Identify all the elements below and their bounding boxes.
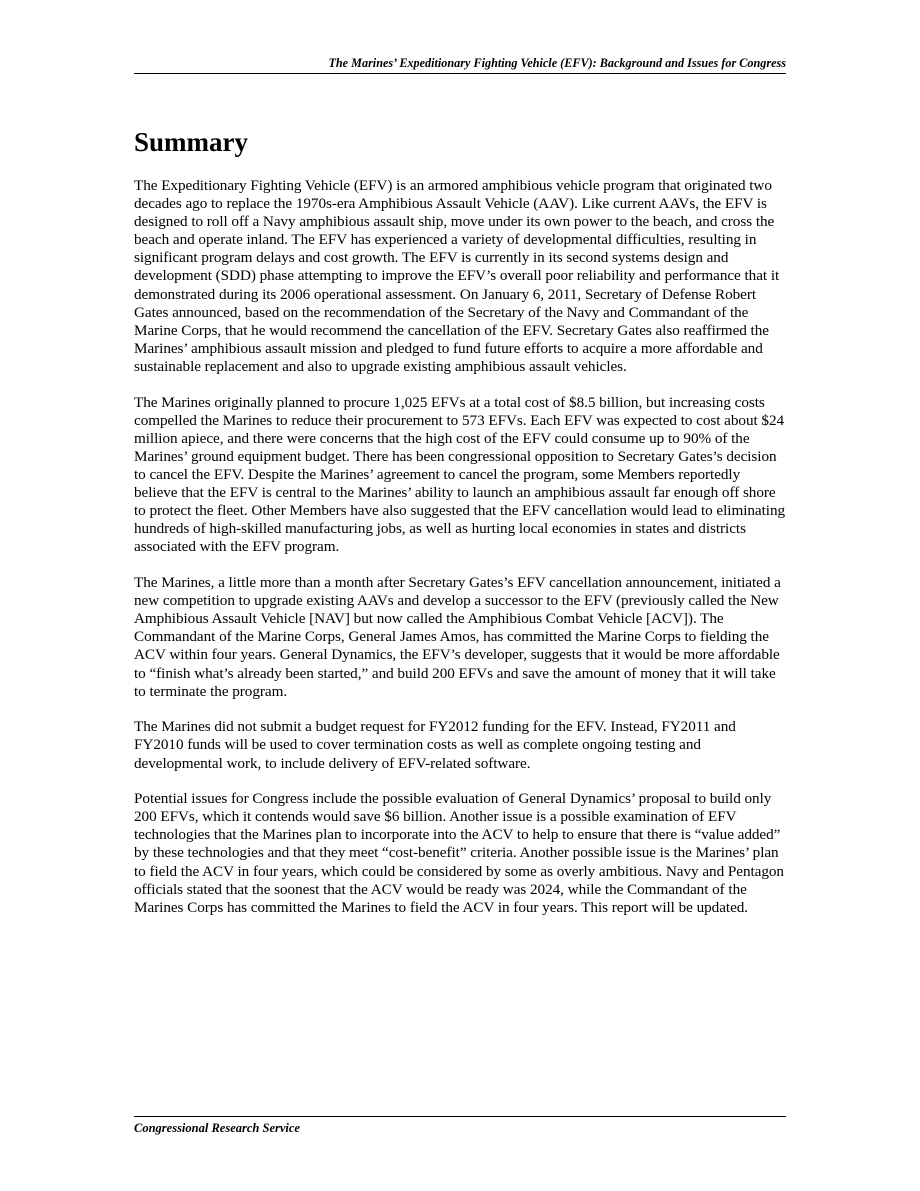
running-header xyxy=(134,54,786,74)
page-footer xyxy=(134,1116,786,1137)
section-title: Summary xyxy=(134,127,248,157)
summary-paragraph: The Marines did not submit a budget request for FY2012 funding for the EFV. Instead, FY2011 and FY2010 funds will be used to cover termination costs as well as complete ongoing testing and developmental work, to include delivery of EFV-related software. xyxy=(134,718,736,772)
summary-paragraph: The Expeditionary Fighting Vehicle (EFV) is an armored amphibious vehicle program that originated two decades ago to replace the 1970s-era Amphibious Assault Vehicle (AAV). Like current AAVs, the EFV is designed to roll off a Navy amphibious assault ship, move under its own power to the beach, and cross the beach and operate inland. The EFV has experienced a variety of developmental difficulties, resulting in significant program delays and cost growth. The EFV is currently in its second systems design and development (SDD) phase attempting to improve the EFV’s overall poor reliability and performance that it demonstrated during its 2006 operational assessment. On January 6, 2011, Secretary of Defense Robert Gates announced, based on the recommendation of the Secretary of the Navy and Commandant of the Marine Corps, that he would recommend the cancellation of the EFV. Secretary Gates also reaffirmed the Marines’ amphibious assault mission and pledged to fund future efforts to acquire a more affordable and sustainable replacement and also to upgrade existing amphibious assault vehicles. xyxy=(134,177,780,375)
summary-paragraph: The Marines, a little more than a month after Secretary Gates’s EFV cancellation announcement, initiated a new competition to upgrade existing AAVs and develop a successor to the EFV (previously called the New Amphibious Assault Vehicle [NAV] but now called the Amphibious Combat Vehicle [ACV]). The Commandant of the Marine Corps, General James Amos, has committed the Marine Corps to fielding the ACV within four years. General Dynamics, the EFV’s developer, suggests that it would be more affordable to “finish what’s already been started,” and build 200 EFVs and save the amount of money that it will take to terminate the program. xyxy=(134,574,781,700)
footer-organization: Congressional Research Service xyxy=(134,1121,300,1135)
summary-paragraph: The Marines originally planned to procure 1,025 EFVs at a total cost of $8.5 billion, but increasing costs compelled the Marines to reduce their procurement to 573 EFVs. Each EFV was expected to cost about $24 million apiece, and there were concerns that the high cost of the EFV could consume up to 90% of the Marines’ ground equipment budget. There has been congressional opposition to Secretary Gates’s decision to cancel the EFV. Despite the Marines’ agreement to cancel the program, some Members reportedly believe that the EFV is central to the Marines’ ability to launch an amphibious assault far enough off shore to protect the fleet. Other Members have also suggested that the EFV cancellation would lead to eliminating hundreds of high-skilled manufacturing jobs, as well as hurting local economies in states and districts associated with the EFV program. xyxy=(134,393,786,556)
summary-paragraph: Potential issues for Congress include the possible evaluation of General Dynamics’ proposal to build only 200 EFVs, which it contends would save $6 billion. Another issue is a possible examination of EFV technologies that the Marines plan to incorporate into the ACV to help to ensure that there is “value added” by these technologies and that they meet “cost-benefit” criteria. Another possible issue is the Marines’ plan to field the ACV in four years, which could be considered by some as overly ambitious. Navy and Pentagon officials stated that the soonest that the ACV would be ready was 2024, while the Commandant of the Marines Corps has committed the Marines to field the ACV in four years. This report will be updated. xyxy=(134,790,784,916)
summary-body xyxy=(134,177,786,934)
running-header-title: The Marines’ Expeditionary Fighting Vehicle (EFV): Background and Issues for Congress xyxy=(328,56,786,70)
